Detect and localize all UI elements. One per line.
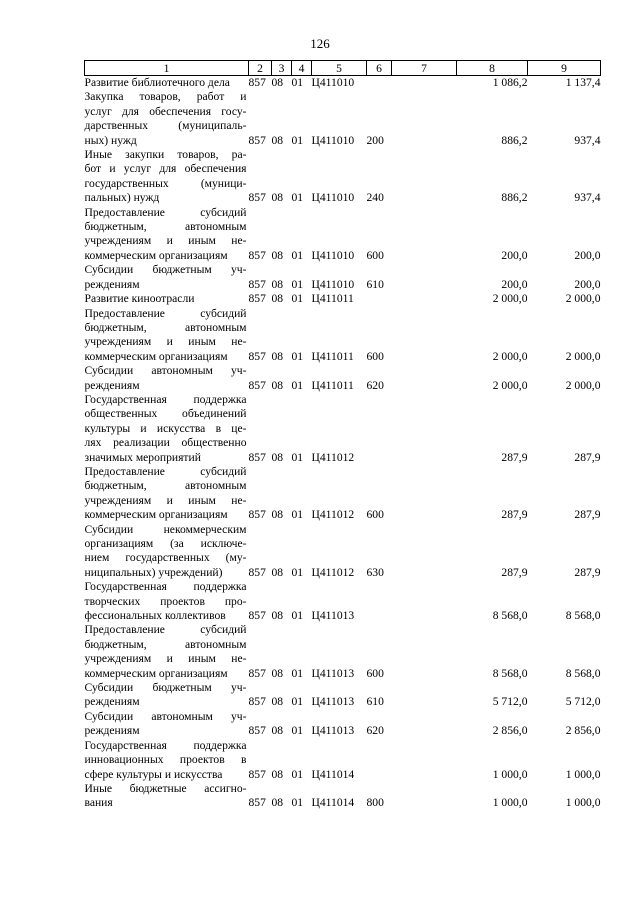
row-name-line: Предоставление субсидий: [84, 205, 247, 219]
row-name-line: Государственная поддержка: [84, 738, 247, 752]
cell-gr: 857: [248, 724, 266, 738]
row-name-line: коммерческим организациям: [84, 248, 228, 262]
row-name-cell: [85, 580, 249, 623]
row-name-line: услуг для обеспечения госу-: [84, 104, 247, 118]
row-name-line: Государственная поддержка: [84, 392, 247, 406]
cell-rz: 08: [271, 508, 284, 522]
row-name-cell: [85, 307, 249, 365]
cell-rz: 08: [271, 565, 284, 579]
cell-amount-8: 8 568,0: [492, 666, 528, 680]
row-name-cell: [85, 148, 249, 206]
row-name-cell: [85, 523, 249, 581]
page-number: 126: [310, 36, 330, 51]
cell-gr: 857: [248, 133, 266, 147]
cell-vr: [367, 393, 392, 465]
row-name-line: реждениям: [84, 695, 140, 709]
budget-table: [84, 60, 601, 811]
cell-cs: Ц411013: [311, 695, 355, 709]
cell-amount-8: 287,9: [501, 508, 528, 522]
cell-rz: 08: [271, 450, 284, 464]
cell-pr: 01: [291, 767, 304, 781]
row-name-cell: [85, 782, 249, 811]
row-name-line: Субсидии бюджетным уч-: [84, 681, 247, 695]
cell-amount-9: 937,4: [574, 191, 601, 205]
cell-col7: [392, 307, 457, 365]
cell-amount-8: 1 000,0: [492, 767, 528, 781]
cell-gr: 857: [248, 191, 266, 205]
cell-amount-9: 200,0: [574, 248, 601, 262]
row-name-line: ных) нужд: [84, 133, 137, 147]
row-name-line: Субсидии бюджетным уч-: [84, 263, 247, 277]
cell-cs: Ц411010: [311, 248, 355, 262]
row-name-line: Субсидии некоммерческим: [84, 522, 247, 536]
row-name-line: учреждениям и иным не-: [84, 234, 247, 248]
cell-amount-9: 1 000,0: [565, 767, 601, 781]
row-name-line: нием государственных (му-: [84, 551, 247, 565]
cell-rz: 08: [271, 695, 284, 709]
cell-amount-9: 287,9: [574, 450, 601, 464]
cell-cs: Ц411010: [311, 191, 355, 205]
cell-cs: Ц411011: [311, 378, 354, 392]
row-name-line: Развитие киноотрасли: [84, 292, 195, 306]
cell-amount-8: 2 000,0: [492, 349, 528, 363]
header-cell: 7: [392, 61, 457, 76]
cell-amount-9: 1 000,0: [565, 796, 601, 810]
cell-pr: 01: [291, 724, 304, 738]
row-name-line: Предоставление субсидий: [84, 306, 247, 320]
cell-rz: 08: [271, 609, 284, 623]
cell-pr: 01: [291, 248, 304, 262]
row-name-line: лях реализации общественно: [84, 436, 247, 450]
row-name-line: учреждениям и иным не-: [84, 652, 247, 666]
cell-amount-8: 287,9: [501, 450, 528, 464]
cell-gr: 857: [248, 378, 266, 392]
cell-col7: [392, 580, 457, 623]
row-name-cell: [85, 292, 249, 306]
cell-amount-8: 1 000,0: [492, 796, 528, 810]
cell-cs: Ц411013: [311, 666, 355, 680]
cell-amount-9: 1 137,4: [565, 76, 601, 89]
cell-col7: [392, 90, 457, 148]
cell-vr: 600: [366, 508, 384, 522]
table-row: [85, 148, 601, 206]
table-row: [85, 523, 601, 581]
cell-col7: [392, 681, 457, 710]
row-name-cell: [85, 364, 249, 393]
row-name-line: коммерческим организациям: [84, 349, 228, 363]
table-row: [85, 76, 601, 91]
row-name-line: Субсидии автономным уч-: [84, 364, 247, 378]
row-name-cell: [85, 206, 249, 264]
row-name-line: культуры и искусства в це-: [84, 421, 247, 435]
cell-gr: 857: [248, 609, 266, 623]
cell-col7: [392, 623, 457, 681]
row-name-line: бюджетным, автономным: [84, 637, 247, 651]
cell-amount-9: 8 568,0: [565, 609, 601, 623]
cell-amount-8: 1 086,2: [492, 76, 528, 89]
header-cell: 8: [457, 61, 528, 76]
cell-vr: 630: [366, 565, 384, 579]
table-row: [85, 393, 601, 465]
row-name-cell: [85, 681, 249, 710]
cell-col7: [392, 393, 457, 465]
cell-rz: 08: [271, 133, 284, 147]
row-name-line: бюджетным, автономным: [84, 320, 247, 334]
cell-rz: 08: [271, 378, 284, 392]
header-cell: 1: [85, 61, 249, 76]
cell-vr: [367, 76, 392, 91]
cell-amount-8: 2 000,0: [492, 378, 528, 392]
cell-vr: 620: [366, 724, 384, 738]
row-name-line: дарственных (муниципаль-: [84, 119, 247, 133]
cell-amount-9: 2 000,0: [565, 378, 601, 392]
cell-col7: [392, 364, 457, 393]
cell-pr: 01: [291, 695, 304, 709]
table-row: [85, 681, 601, 710]
cell-gr: 857: [248, 277, 266, 291]
cell-gr: 857: [248, 248, 266, 262]
cell-gr: 857: [248, 666, 266, 680]
cell-vr: 200: [366, 133, 384, 147]
cell-cs: Ц411011: [311, 292, 354, 306]
row-name-line: учреждениям и иным не-: [84, 493, 247, 507]
cell-amount-8: 200,0: [501, 248, 528, 262]
row-name-line: ниципальных) учреждений): [84, 565, 223, 579]
cell-rz: 08: [271, 349, 284, 363]
row-name-line: бюджетным, автономным: [84, 220, 247, 234]
cell-cs: Ц411012: [311, 565, 355, 579]
cell-rz: 08: [271, 767, 284, 781]
cell-amount-9: 287,9: [574, 508, 601, 522]
table-row: [85, 465, 601, 523]
row-name-line: сфере культуры и искусства: [84, 767, 223, 781]
cell-rz: 08: [271, 277, 284, 291]
row-name-line: Предоставление субсидий: [84, 464, 247, 478]
cell-rz: 08: [271, 191, 284, 205]
cell-gr: 857: [248, 76, 266, 89]
cell-col7: [392, 76, 457, 91]
cell-vr: 610: [366, 695, 384, 709]
cell-rz: 08: [271, 666, 284, 680]
cell-amount-9: 8 568,0: [565, 666, 601, 680]
cell-pr: 01: [291, 565, 304, 579]
cell-cs: Ц411013: [311, 724, 355, 738]
cell-rz: 08: [271, 248, 284, 262]
cell-gr: 857: [248, 695, 266, 709]
cell-amount-9: 2 000,0: [565, 349, 601, 363]
row-name-cell: [85, 263, 249, 292]
row-name-line: Субсидии автономным уч-: [84, 709, 247, 723]
cell-amount-8: 2 000,0: [492, 292, 528, 306]
cell-gr: 857: [248, 565, 266, 579]
cell-col7: [392, 710, 457, 739]
cell-vr: [367, 739, 392, 782]
row-name-line: Развитие библиотечного дела: [84, 76, 230, 89]
cell-gr: 857: [248, 767, 266, 781]
table-row: [85, 90, 601, 148]
cell-amount-8: 8 568,0: [492, 609, 528, 623]
cell-pr: 01: [291, 609, 304, 623]
cell-amount-9: 200,0: [574, 277, 601, 291]
header-cell: 4: [292, 61, 312, 76]
table-row: [85, 580, 601, 623]
cell-vr: 800: [366, 796, 384, 810]
cell-gr: 857: [248, 796, 266, 810]
cell-pr: 01: [291, 76, 304, 89]
cell-gr: 857: [248, 292, 266, 306]
row-name-line: организациям (за исключе-: [84, 537, 247, 550]
row-name-line: Закупка товаров, работ и: [84, 90, 247, 104]
cell-pr: 01: [291, 508, 304, 522]
row-name-line: творческих проектов про-: [84, 594, 247, 608]
cell-vr: 600: [366, 248, 384, 262]
header-cell: 9: [528, 61, 601, 76]
cell-pr: 01: [291, 378, 304, 392]
row-name-cell: [85, 623, 249, 681]
row-name-cell: [85, 739, 249, 782]
row-name-line: коммерческим организациям: [84, 508, 228, 522]
cell-amount-8: 886,2: [501, 133, 528, 147]
cell-amount-9: 287,9: [574, 565, 601, 579]
cell-vr: 240: [366, 191, 384, 205]
cell-col7: [392, 263, 457, 292]
table-row: [85, 263, 601, 292]
row-name-cell: [85, 465, 249, 523]
cell-amount-8: 200,0: [501, 277, 528, 291]
row-name-line: инновационных проектов в: [84, 753, 247, 767]
row-name-line: пальных) нужд: [84, 191, 160, 205]
cell-cs: Ц411012: [311, 450, 355, 464]
table-row: [85, 782, 601, 811]
row-name-line: реждениям: [84, 277, 140, 291]
cell-col7: [392, 206, 457, 264]
cell-vr: [367, 580, 392, 623]
cell-col7: [392, 148, 457, 206]
cell-cs: Ц411010: [311, 76, 355, 89]
header-cell: 3: [272, 61, 292, 76]
row-name-line: коммерческим организациям: [84, 666, 228, 680]
cell-cs: Ц411010: [311, 277, 355, 291]
cell-vr: 610: [366, 277, 384, 291]
cell-amount-8: 287,9: [501, 565, 528, 579]
cell-col7: [392, 292, 457, 306]
cell-amount-8: 886,2: [501, 191, 528, 205]
row-name-cell: [85, 710, 249, 739]
cell-pr: 01: [291, 349, 304, 363]
cell-vr: 600: [366, 349, 384, 363]
table-body: [85, 76, 601, 811]
row-name-line: Иные бюджетные ассигно-: [84, 781, 247, 795]
cell-amount-9: 2 856,0: [565, 724, 601, 738]
cell-pr: 01: [291, 277, 304, 291]
cell-amount-9: 2 000,0: [565, 292, 601, 306]
row-name-line: общественных объединений: [84, 407, 247, 421]
cell-amount-9: 5 712,0: [565, 695, 601, 709]
cell-pr: 01: [291, 292, 304, 306]
row-name-line: Государственная поддержка: [84, 580, 247, 594]
table-row: [85, 307, 601, 365]
row-name-cell: [85, 76, 249, 91]
table-header: [85, 61, 601, 76]
cell-vr: [367, 292, 392, 306]
cell-gr: 857: [248, 349, 266, 363]
cell-cs: Ц411013: [311, 609, 355, 623]
row-name-line: фессиональных коллективов: [84, 609, 226, 623]
cell-pr: 01: [291, 450, 304, 464]
cell-cs: Ц411014: [311, 767, 355, 781]
cell-cs: Ц411012: [311, 508, 355, 522]
cell-rz: 08: [271, 724, 284, 738]
cell-col7: [392, 782, 457, 811]
cell-vr: 620: [366, 378, 384, 392]
cell-pr: 01: [291, 133, 304, 147]
row-name-line: значимых мероприятий: [84, 450, 201, 464]
cell-amount-8: 5 712,0: [492, 695, 528, 709]
cell-cs: Ц411010: [311, 133, 355, 147]
header-cell: 2: [249, 61, 272, 76]
row-name-line: бюджетным, автономным: [84, 479, 247, 493]
table-row: [85, 623, 601, 681]
row-name-line: Предоставление субсидий: [84, 623, 247, 637]
cell-vr: 600: [366, 666, 384, 680]
cell-amount-8: 2 856,0: [492, 724, 528, 738]
row-name-cell: [85, 90, 249, 148]
table-row: [85, 364, 601, 393]
row-name-line: государственных (муници-: [84, 176, 247, 190]
cell-rz: 08: [271, 292, 284, 306]
cell-rz: 08: [271, 796, 284, 810]
cell-col7: [392, 465, 457, 523]
table-row: [85, 206, 601, 264]
table-row: [85, 739, 601, 782]
row-name-line: реждениям: [84, 724, 140, 738]
cell-pr: 01: [291, 666, 304, 680]
cell-gr: 857: [248, 450, 266, 464]
row-name-line: учреждениям и иным не-: [84, 335, 247, 349]
row-name-line: бот и услуг для обеспечения: [84, 162, 247, 176]
header-cell: 5: [312, 61, 367, 76]
cell-col7: [392, 739, 457, 782]
row-name-line: реждениям: [84, 378, 140, 392]
row-name-cell: [85, 393, 249, 465]
cell-rz: 08: [271, 76, 284, 89]
cell-pr: 01: [291, 191, 304, 205]
table-row: [85, 710, 601, 739]
table-row: [85, 292, 601, 306]
cell-cs: Ц411014: [311, 796, 355, 810]
header-cell: 6: [367, 61, 392, 76]
cell-pr: 01: [291, 796, 304, 810]
cell-amount-9: 937,4: [574, 133, 601, 147]
row-name-line: Иные закупки товаров, ра-: [84, 148, 247, 162]
row-name-line: вания: [84, 796, 113, 810]
cell-cs: Ц411011: [311, 349, 354, 363]
cell-gr: 857: [248, 508, 266, 522]
cell-col7: [392, 523, 457, 581]
